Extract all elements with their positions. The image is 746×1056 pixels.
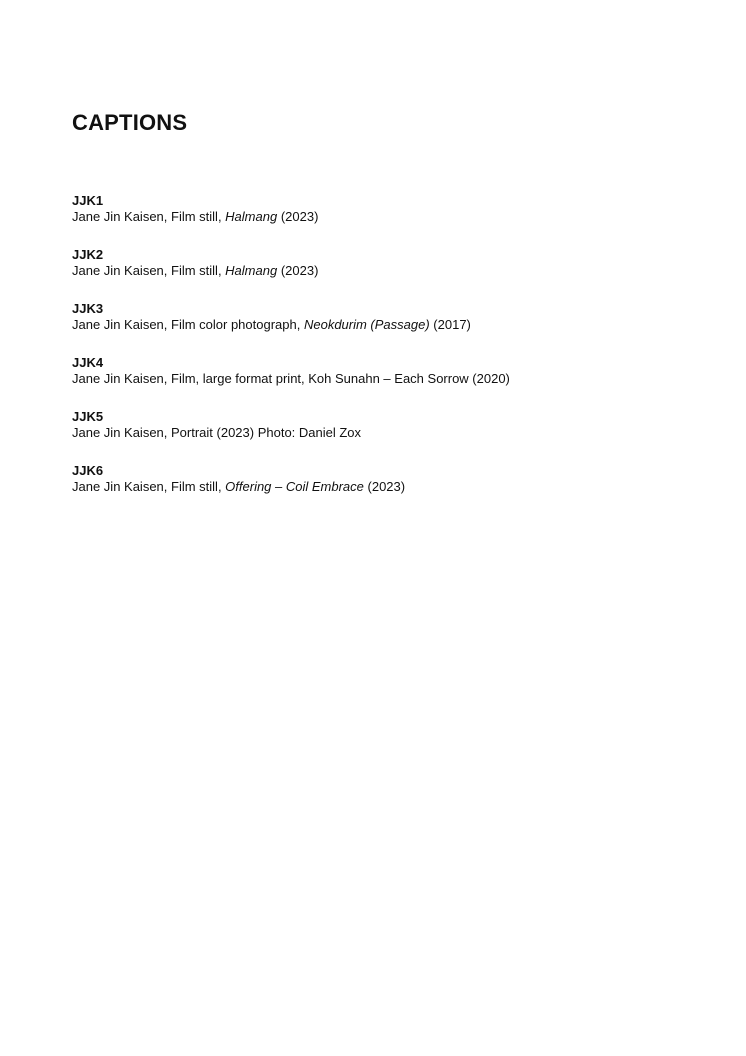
caption-text [72, 263, 712, 279]
caption-text-after: (2017) [429, 317, 471, 332]
caption-item [72, 301, 712, 355]
caption-text-after: (2023) [277, 209, 319, 224]
caption-work-title: Offering – Coil Embrace [225, 479, 364, 494]
caption-text-before: Jane Jin Kaisen, Film still, [72, 209, 226, 224]
caption-item [72, 409, 712, 463]
caption-work-title: Halmang [225, 209, 278, 224]
caption-text-before: Jane Jin Kaisen, Film still, [72, 263, 226, 278]
caption-item [72, 463, 712, 517]
caption-text [72, 317, 712, 333]
caption-id: JJK1 [72, 193, 104, 208]
caption-id: JJK2 [72, 247, 104, 262]
caption-text [72, 479, 712, 495]
caption-text [72, 209, 712, 225]
caption-id: JJK4 [72, 355, 104, 370]
caption-id: JJK6 [72, 463, 104, 478]
caption-item [72, 247, 712, 301]
caption-text-before: Jane Jin Kaisen, Film color photograph, [72, 317, 304, 332]
page-title: CAPTIONS [72, 110, 188, 135]
caption-text [72, 371, 712, 387]
caption-item [72, 355, 712, 409]
caption-text-after: (2023) [277, 263, 319, 278]
caption-item [72, 193, 712, 247]
caption-text [72, 425, 712, 441]
caption-text-before: Jane Jin Kaisen, Film, large format print, Koh Sunahn – Each Sorrow (2020) [72, 371, 510, 386]
caption-text-after: (2023) [363, 479, 406, 494]
caption-text-before: Jane Jin Kaisen, Portrait (2023) Photo: Daniel Zox [72, 425, 362, 440]
caption-list [72, 193, 712, 517]
caption-id: JJK5 [72, 409, 104, 424]
caption-id: JJK3 [72, 301, 104, 316]
caption-text-before: Jane Jin Kaisen, Film still, [72, 479, 226, 494]
caption-work-title: Halmang [225, 263, 278, 278]
caption-work-title: Neokdurim (Passage) [303, 317, 430, 332]
